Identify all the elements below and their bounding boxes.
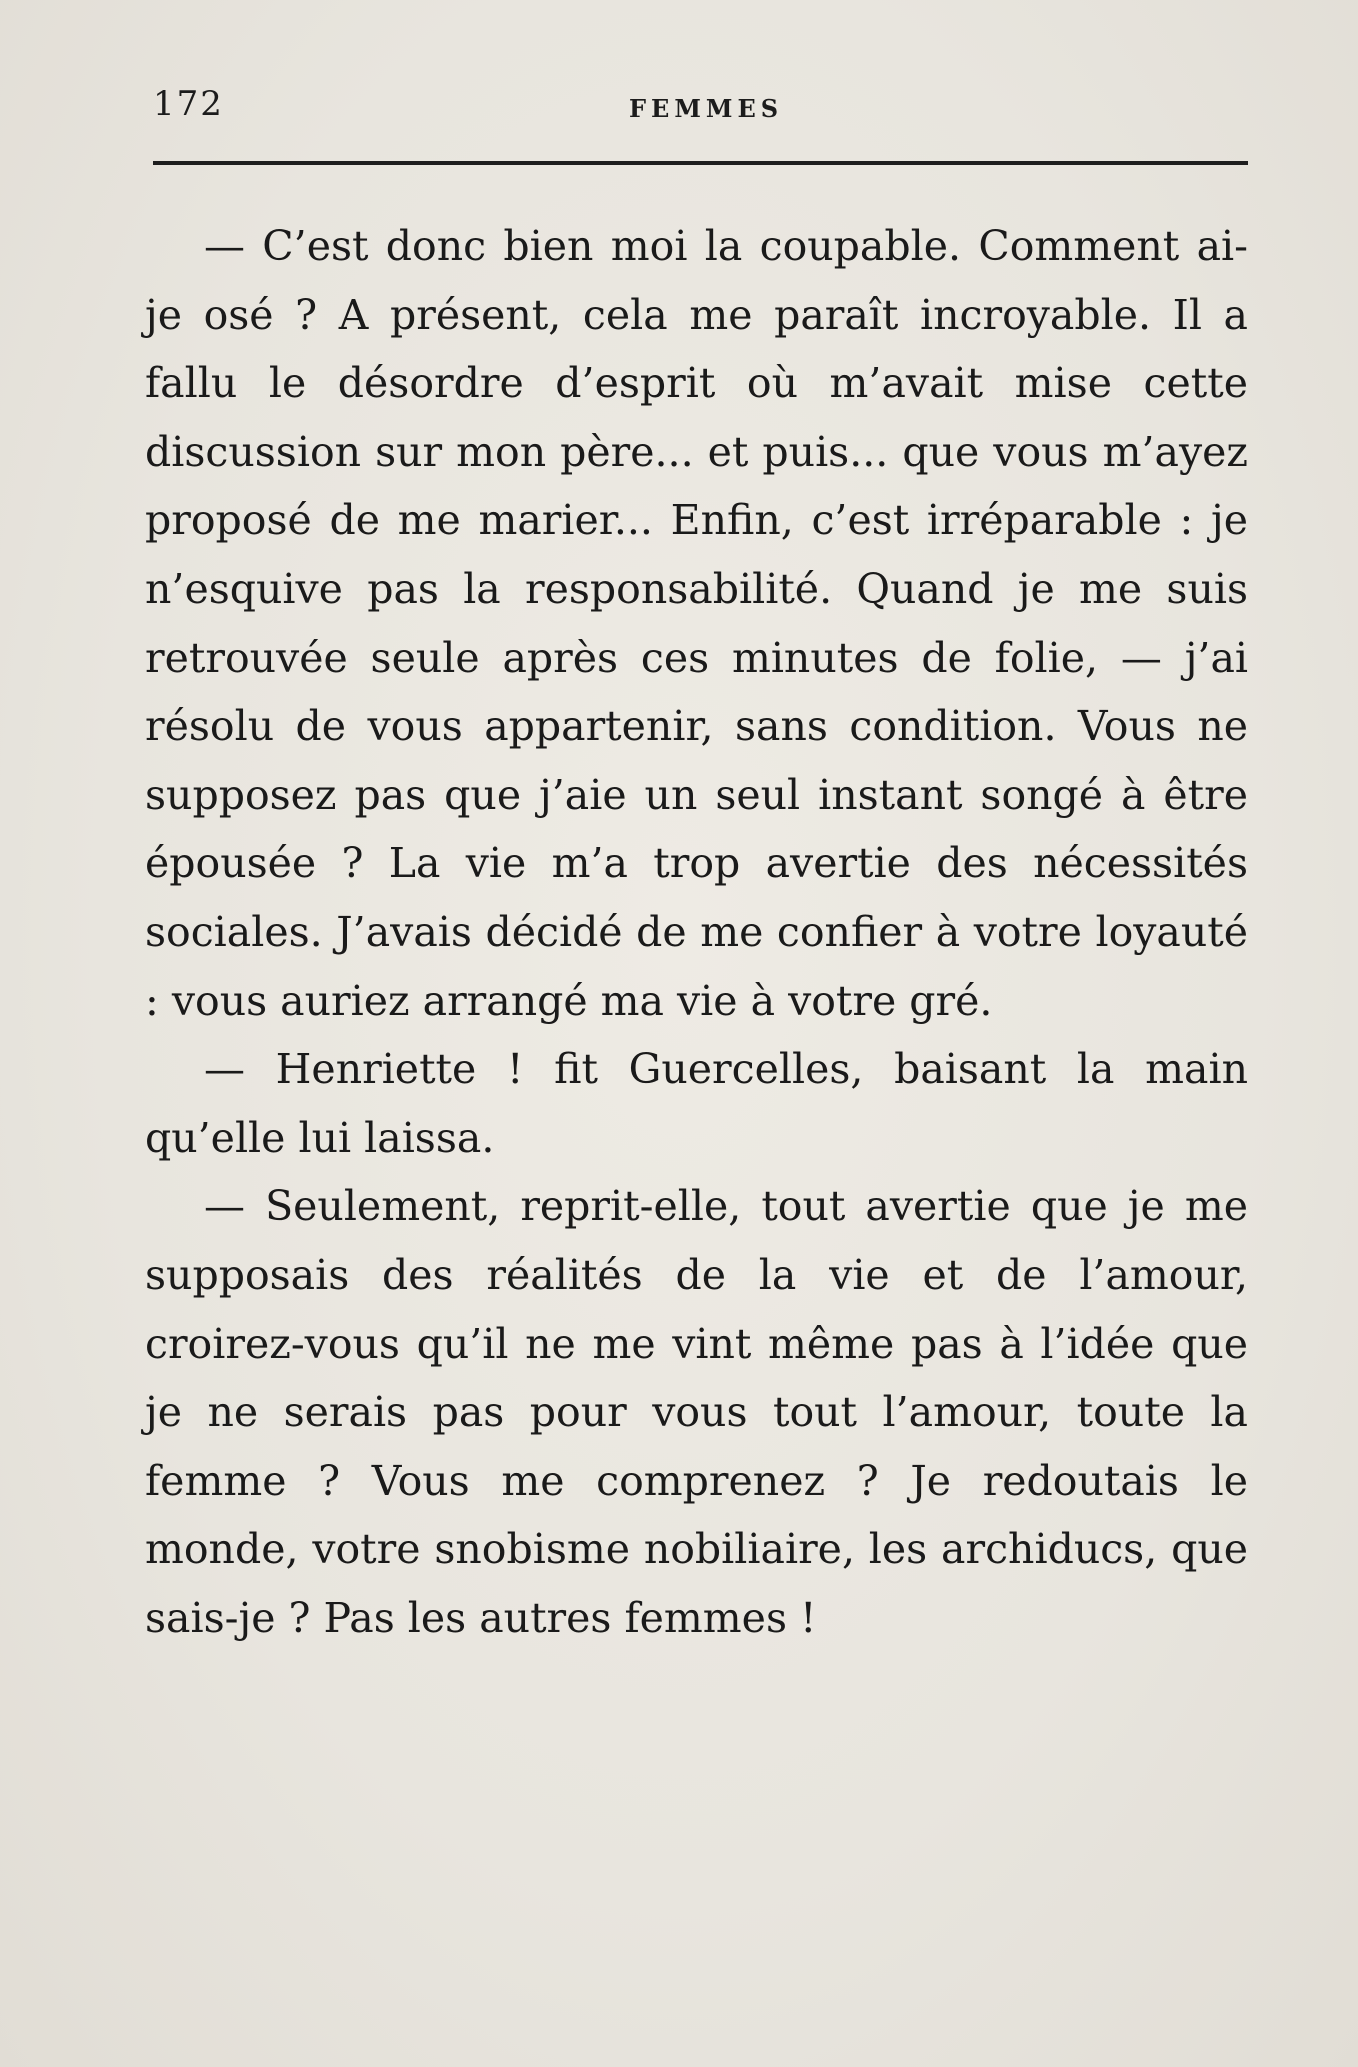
paragraph: — Seulement, reprit-elle, tout avertie que je me supposais des réalités de la vie et de l’amour, croirez-vous qu’il ne me vint même pas à l’idée que je ne serais pas pour vous tout l’amour, toute la femme ? Vous me comprenez ? Je redoutais le monde, votre snobisme nobiliaire, les archiducs, que sais-je ? Pas les autres femmes ! (145, 1182, 1248, 1642)
paragraph: — Henriette ! fit Guercelles, baisant la main qu’elle lui laissa. (145, 1045, 1248, 1162)
running-title: FEMMES (629, 94, 784, 123)
paragraph: — C’est donc bien moi la coupable. Comment ai-je osé ? A présent, cela me paraît incroyable. Il a fallu le désordre d’esprit où m’avait mise cette discussion sur mon père... et puis... que vous m’ayez proposé de me marier... Enfin, c’est irréparable : je n’esquive pas la responsabilité. Quand je me suis retrouvée seule après ces minutes de folie, — j’ai résolu de vous appartenir, sans condition. Vous ne supposez pas que j’aie un seul instant songé à être épousée ? La vie m’a trop avertie des nécessités sociales. J’avais décidé de me confier à votre loyauté : vous auriez arrangé ma vie à votre gré. (145, 222, 1248, 1025)
page-number: 172 (153, 84, 224, 124)
body-text (145, 212, 1248, 1652)
header-rule (153, 161, 1248, 165)
running-head (153, 78, 1248, 138)
